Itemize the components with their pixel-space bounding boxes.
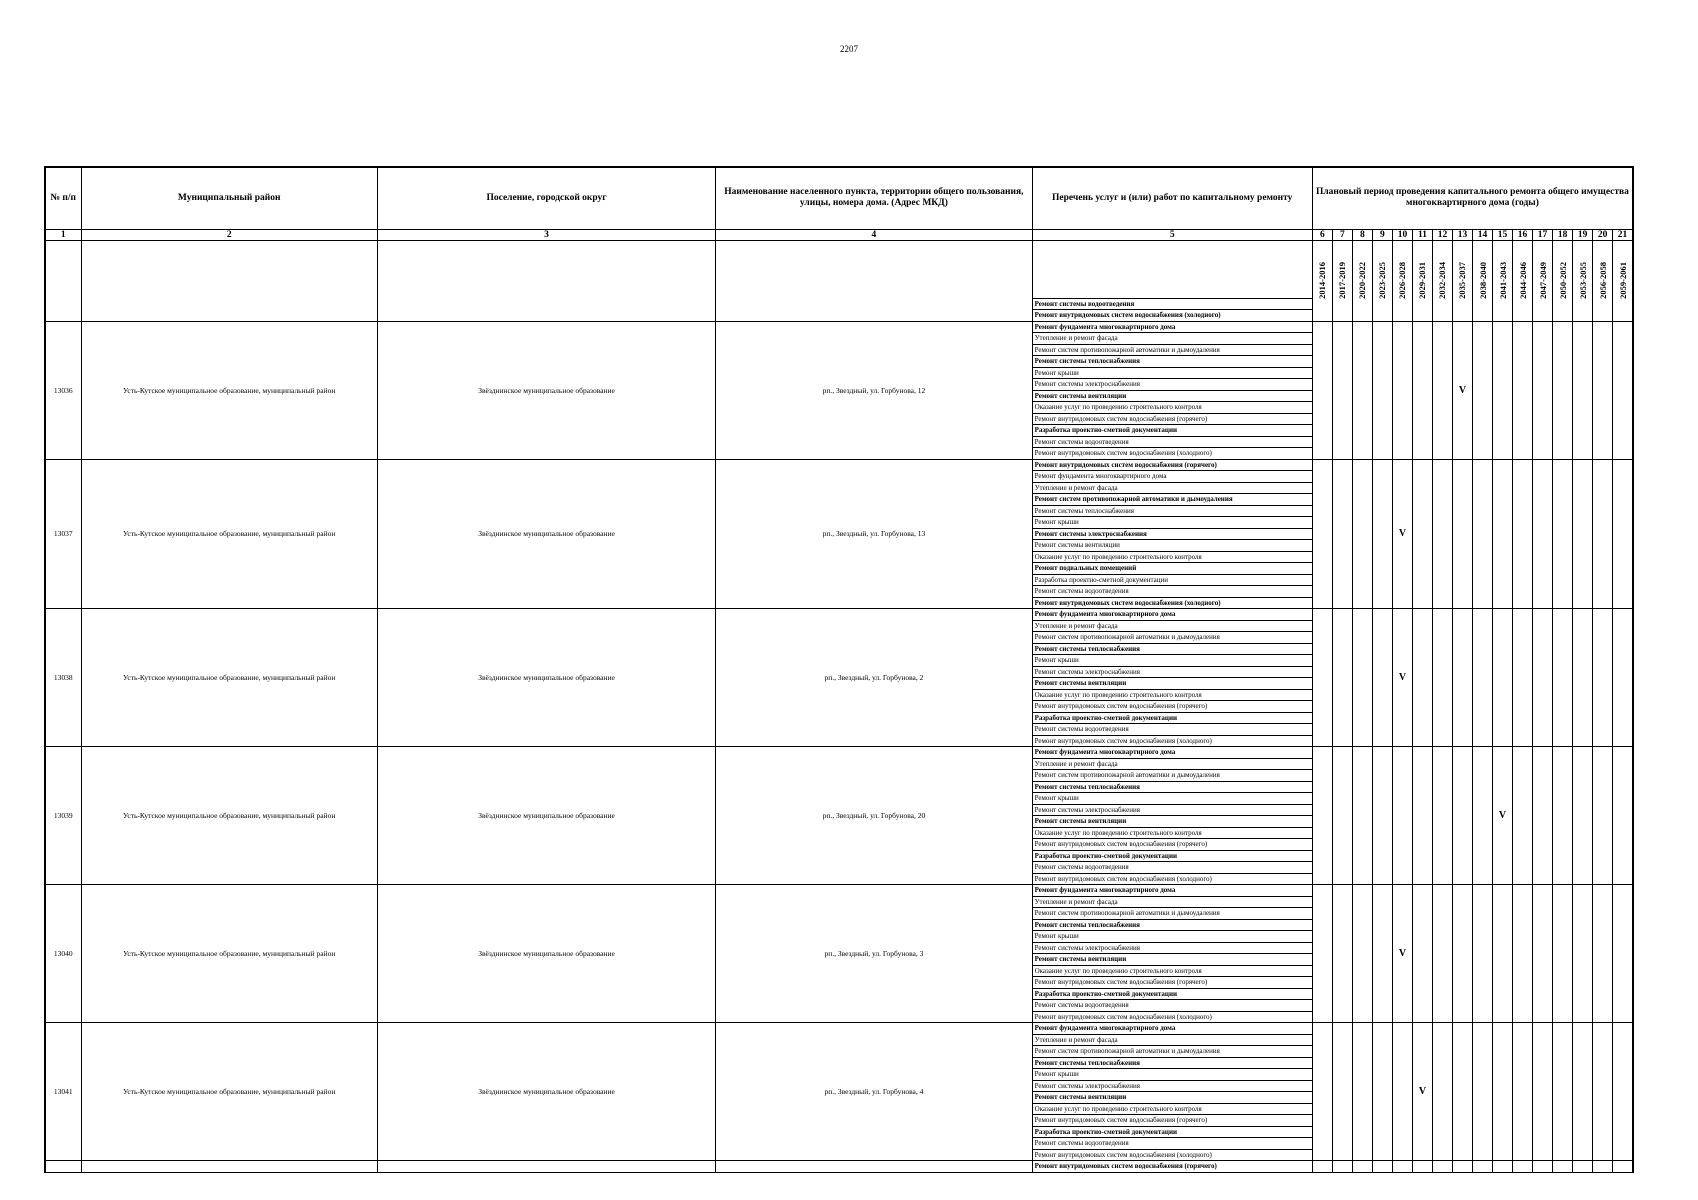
work-item: Ремонт системы электроснабжения xyxy=(1032,528,1312,540)
period-cell xyxy=(1452,609,1472,747)
work-item: Разработка проектно-сметной документации xyxy=(1032,850,1312,862)
work-item: Ремонт внутридомовых систем водоснабжения (холодного) xyxy=(1032,1011,1312,1023)
trailing-period-cell xyxy=(1533,1161,1553,1173)
period-cell xyxy=(1573,609,1593,747)
period-cell xyxy=(1473,609,1493,747)
period-cell xyxy=(1332,1023,1352,1161)
work-item: Ремонт системы теплоснабжения xyxy=(1032,505,1312,517)
period-cell xyxy=(1412,459,1432,609)
work-item: Ремонт фундамента многоквартирного дома xyxy=(1032,885,1312,897)
period-label-cell xyxy=(1332,240,1352,321)
record-address: рп., Звездный, ул. Горбунова, 20 xyxy=(716,747,1032,885)
trailing-period-cell xyxy=(1392,1161,1412,1173)
record-district: Усть-Кутское муниципальное образование, муниципальный район xyxy=(81,321,377,459)
period-label-cell xyxy=(1452,240,1472,321)
record-id: 13041 xyxy=(45,1023,81,1161)
record-district: Усть-Кутское муниципальное образование, муниципальный район xyxy=(81,747,377,885)
trailing-period-cell xyxy=(1412,1161,1432,1173)
record-settlement: Звёзднинское муниципальное образование xyxy=(377,609,715,747)
work-item: Ремонт внутридомовых систем водоснабжения (горячего) xyxy=(1032,459,1312,471)
period-cell xyxy=(1372,1023,1392,1161)
period-cell xyxy=(1593,885,1613,1023)
period-label-cell xyxy=(1573,240,1593,321)
period-cell xyxy=(1392,321,1412,459)
work-item: Ремонт фундамента многоквартирного дома xyxy=(1032,747,1312,759)
period-cell xyxy=(1352,885,1372,1023)
period-cell xyxy=(1593,747,1613,885)
period-cell xyxy=(1573,321,1593,459)
work-item: Ремонт системы водоотведения xyxy=(1032,586,1312,598)
period-cell xyxy=(1533,885,1553,1023)
period-cell xyxy=(1432,747,1452,885)
period-cell xyxy=(1432,1023,1452,1161)
record-row xyxy=(45,459,1633,471)
work-item: Ремонт внутридомовых систем водоснабжения (холодного) xyxy=(1032,873,1312,885)
work-item: Ремонт системы водоотведения xyxy=(1032,436,1312,448)
period-cell xyxy=(1432,609,1452,747)
work-item: Ремонт системы электроснабжения xyxy=(1032,379,1312,391)
period-label: 2053-2055 xyxy=(1577,262,1588,299)
period-cell xyxy=(1473,321,1493,459)
period-label: 2035-2037 xyxy=(1457,262,1468,299)
period-label: 2029-2031 xyxy=(1417,262,1428,299)
column-number: 4 xyxy=(716,229,1032,240)
period-cell xyxy=(1493,885,1513,1023)
record-settlement: Звёзднинское муниципальное образование xyxy=(377,1023,715,1161)
header-row xyxy=(45,167,1633,229)
trailing-period-cell xyxy=(1372,1161,1392,1173)
record-settlement: Звёзднинское муниципальное образование xyxy=(377,459,715,609)
work-item: Ремонт внутридомовых систем водоснабжения (горячего) xyxy=(1032,1115,1312,1127)
work-item: Ремонт системы электроснабжения xyxy=(1032,942,1312,954)
period-cell xyxy=(1473,747,1493,885)
period-cell xyxy=(1553,321,1573,459)
column-number: 19 xyxy=(1573,229,1593,240)
period-cell xyxy=(1553,1023,1573,1161)
period-cell: V xyxy=(1493,747,1513,885)
period-cell xyxy=(1332,321,1352,459)
period-cell xyxy=(1553,747,1573,885)
period-cell xyxy=(1452,459,1472,609)
work-item: Ремонт системы вентиляции xyxy=(1032,678,1312,690)
work-item: Оказание услуг по проведению строительного контроля xyxy=(1032,402,1312,414)
trailing-cell xyxy=(716,1161,1032,1173)
work-item: Ремонт системы электроснабжения xyxy=(1032,666,1312,678)
page-number: 2207 xyxy=(840,44,858,54)
period-cell xyxy=(1392,1023,1412,1161)
trailing-period-cell xyxy=(1493,1161,1513,1173)
period-cell xyxy=(1352,747,1372,885)
period-cell xyxy=(1473,459,1493,609)
work-item: Ремонт внутридомовых систем водоснабжения (горячего) xyxy=(1032,839,1312,851)
work-item: Ремонт внутридомовых систем водоснабжения (горячего) xyxy=(1032,701,1312,713)
period-cell xyxy=(1412,747,1432,885)
period-cell xyxy=(1533,321,1553,459)
period-cell xyxy=(1513,1023,1533,1161)
period-label-cell xyxy=(1352,240,1372,321)
work-item: Ремонт системы теплоснабжения xyxy=(1032,356,1312,368)
period-cell xyxy=(1432,885,1452,1023)
period-cell xyxy=(1613,885,1633,1023)
period-label: 2014-2016 xyxy=(1317,262,1328,299)
header-col1: № п/п xyxy=(45,167,81,229)
period-cell xyxy=(1593,459,1613,609)
period-cell xyxy=(1593,609,1613,747)
period-label: 2044-2046 xyxy=(1517,262,1528,299)
record-district: Усть-Кутское муниципальное образование, муниципальный район xyxy=(81,459,377,609)
work-item: Разработка проектно-сметной документации xyxy=(1032,988,1312,1000)
work-item: Ремонт внутридомовых систем водоснабжения (горячего) xyxy=(1032,977,1312,989)
work-item: Ремонт крыши xyxy=(1032,367,1312,379)
period-cell xyxy=(1432,321,1452,459)
period-cell xyxy=(1613,609,1633,747)
period-cell xyxy=(1352,609,1372,747)
record-address: рп., Звездный, ул. Горбунова, 4 xyxy=(716,1023,1032,1161)
work-item: Ремонт фундамента многоквартирного дома xyxy=(1032,321,1312,333)
work-item: Ремонт системы вентиляции xyxy=(1032,954,1312,966)
period-cell xyxy=(1493,609,1513,747)
capital-repair-table-sheet xyxy=(44,166,1634,1178)
work-item: Ремонт фундамента многоквартирного дома xyxy=(1032,471,1312,483)
period-label-cell xyxy=(1513,240,1533,321)
period-cell xyxy=(1513,459,1533,609)
work-item: Ремонт системы вентиляции xyxy=(1032,816,1312,828)
period-cell xyxy=(1573,747,1593,885)
record-row xyxy=(45,747,1633,759)
work-item: Оказание услуг по проведению строительного контроля xyxy=(1032,827,1312,839)
period-cell xyxy=(1613,1023,1633,1161)
column-number: 6 xyxy=(1312,229,1332,240)
record-row xyxy=(45,321,1633,333)
header-col3: Поселение, городской округ xyxy=(377,167,715,229)
record-settlement: Звёзднинское муниципальное образование xyxy=(377,747,715,885)
period-cell xyxy=(1573,459,1593,609)
period-cell xyxy=(1332,747,1352,885)
record-district: Усть-Кутское муниципальное образование, муниципальный район xyxy=(81,609,377,747)
period-cell xyxy=(1412,885,1432,1023)
period-cell xyxy=(1513,885,1533,1023)
header-period: Плановый период проведения капитального ремонта общего имущества многоквартирного дома (годы) xyxy=(1312,167,1633,229)
period-cell xyxy=(1493,459,1513,609)
header-col2: Муниципальный район xyxy=(81,167,377,229)
work-item: Оказание услуг по проведению строительного контроля xyxy=(1032,965,1312,977)
trailing-period-cell xyxy=(1573,1161,1593,1173)
work-item: Ремонт внутридомовых систем водоснабжения (горячего) xyxy=(1032,1161,1312,1173)
period-cell xyxy=(1452,1023,1472,1161)
period-label-cell xyxy=(1432,240,1452,321)
period-cell xyxy=(1452,885,1472,1023)
column-number: 15 xyxy=(1493,229,1513,240)
work-item: Ремонт системы водоотведения xyxy=(1032,724,1312,736)
record-address: рп., Звездный, ул. Горбунова, 13 xyxy=(716,459,1032,609)
work-item: Ремонт системы водоотведения xyxy=(1032,298,1312,310)
period-cell xyxy=(1533,609,1553,747)
column-number: 17 xyxy=(1533,229,1553,240)
column-number: 10 xyxy=(1392,229,1412,240)
period-cell xyxy=(1432,459,1452,609)
work-item: Ремонт внутридомовых систем водоснабжения (холодного) xyxy=(1032,735,1312,747)
period-cell xyxy=(1392,747,1412,885)
record-id: 13036 xyxy=(45,321,81,459)
period-cell xyxy=(1412,321,1432,459)
continuation-work-spacer xyxy=(1032,240,1312,298)
work-item: Ремонт системы теплоснабжения xyxy=(1032,1057,1312,1069)
period-cell xyxy=(1332,609,1352,747)
trailing-period-cell xyxy=(1553,1161,1573,1173)
work-item: Ремонт системы водоотведения xyxy=(1032,1000,1312,1012)
work-item: Ремонт систем противопожарной автоматики и дымоудаления xyxy=(1032,770,1312,782)
period-cell xyxy=(1372,747,1392,885)
period-label: 2047-2049 xyxy=(1537,262,1548,299)
period-label: 2038-2040 xyxy=(1477,262,1488,299)
work-item: Ремонт внутридомовых систем водоснабжения (холодного) xyxy=(1032,597,1312,609)
trailing-period-cell xyxy=(1452,1161,1472,1173)
record-id: 13039 xyxy=(45,747,81,885)
work-item: Утепление и ремонт фасада xyxy=(1032,896,1312,908)
capital-repair-table xyxy=(44,166,1634,1173)
period-cell xyxy=(1553,459,1573,609)
period-cell xyxy=(1412,609,1432,747)
trailing-cell xyxy=(45,1161,81,1173)
period-label-cell xyxy=(1613,240,1633,321)
record-address: рп., Звездный, ул. Горбунова, 2 xyxy=(716,609,1032,747)
continuation-cell xyxy=(377,240,715,321)
record-address: рп., Звездный, ул. Горбунова, 12 xyxy=(716,321,1032,459)
period-label-cell xyxy=(1493,240,1513,321)
column-number: 18 xyxy=(1553,229,1573,240)
column-number: 1 xyxy=(45,229,81,240)
work-item: Ремонт крыши xyxy=(1032,1069,1312,1081)
work-item: Ремонт системы теплоснабжения xyxy=(1032,919,1312,931)
work-item: Ремонт внутридомовых систем водоснабжения (холодного) xyxy=(1032,448,1312,460)
period-cell xyxy=(1613,321,1633,459)
period-cell xyxy=(1312,747,1332,885)
trailing-period-cell xyxy=(1332,1161,1352,1173)
trailing-row xyxy=(45,1161,1633,1173)
period-cell xyxy=(1613,459,1633,609)
record-id: 13038 xyxy=(45,609,81,747)
work-item: Разработка проектно-сметной документации xyxy=(1032,1126,1312,1138)
work-item: Ремонт системы вентиляции xyxy=(1032,1092,1312,1104)
work-item: Ремонт систем противопожарной автоматики и дымоудаления xyxy=(1032,1046,1312,1058)
record-row xyxy=(45,885,1633,897)
period-label-cell xyxy=(1553,240,1573,321)
trailing-period-cell xyxy=(1513,1161,1533,1173)
column-number: 13 xyxy=(1452,229,1472,240)
continuation-cell xyxy=(716,240,1032,321)
period-label-cell xyxy=(1593,240,1613,321)
work-item: Утепление и ремонт фасада xyxy=(1032,620,1312,632)
work-item: Ремонт систем противопожарной автоматики и дымоудаления xyxy=(1032,344,1312,356)
work-item: Ремонт внутридомовых систем водоснабжения (холодного) xyxy=(1032,310,1312,322)
record-district: Усть-Кутское муниципальное образование, муниципальный район xyxy=(81,1023,377,1161)
work-item: Ремонт фундамента многоквартирного дома xyxy=(1032,1023,1312,1035)
work-item: Утепление и ремонт фасада xyxy=(1032,758,1312,770)
header-col4: Наименование населенного пункта, территории общего пользования, улицы, номера дома. (Адрес МКД) xyxy=(716,167,1032,229)
period-cell xyxy=(1372,885,1392,1023)
period-label: 2041-2043 xyxy=(1497,262,1508,299)
continuation-cell xyxy=(81,240,377,321)
work-item: Ремонт систем противопожарной автоматики и дымоудаления xyxy=(1032,908,1312,920)
record-settlement: Звёзднинское муниципальное образование xyxy=(377,321,715,459)
record-id: 13040 xyxy=(45,885,81,1023)
period-label-cell xyxy=(1533,240,1553,321)
work-item: Ремонт системы теплоснабжения xyxy=(1032,781,1312,793)
period-cell: V xyxy=(1412,1023,1432,1161)
period-cell xyxy=(1533,1023,1553,1161)
period-label-cell xyxy=(1372,240,1392,321)
work-item: Оказание услуг по проведению строительного контроля xyxy=(1032,551,1312,563)
trailing-period-cell xyxy=(1352,1161,1372,1173)
period-cell xyxy=(1352,321,1372,459)
work-item: Ремонт системы электроснабжения xyxy=(1032,804,1312,816)
period-cell xyxy=(1593,1023,1613,1161)
column-number: 12 xyxy=(1432,229,1452,240)
period-label: 2050-2052 xyxy=(1557,262,1568,299)
work-item: Ремонт крыши xyxy=(1032,793,1312,805)
column-number: 7 xyxy=(1332,229,1352,240)
continuation-cell xyxy=(45,240,81,321)
period-cell xyxy=(1312,321,1332,459)
period-cell xyxy=(1452,747,1472,885)
period-label: 2017-2019 xyxy=(1337,262,1348,299)
trailing-period-cell xyxy=(1312,1161,1332,1173)
period-cell xyxy=(1312,1023,1332,1161)
work-item: Ремонт системы водоотведения xyxy=(1032,862,1312,874)
period-label: 2032-2034 xyxy=(1437,262,1448,299)
period-cell xyxy=(1593,321,1613,459)
record-settlement: Звёзднинское муниципальное образование xyxy=(377,885,715,1023)
work-item: Ремонт систем противопожарной автоматики и дымоудаления xyxy=(1032,632,1312,644)
period-label: 2020-2022 xyxy=(1357,262,1368,299)
period-cell xyxy=(1312,459,1332,609)
work-item: Ремонт подвальных помещений xyxy=(1032,563,1312,575)
work-item: Утепление и ремонт фасада xyxy=(1032,482,1312,494)
column-number: 9 xyxy=(1372,229,1392,240)
period-cell xyxy=(1513,747,1533,885)
period-label: 2059-2061 xyxy=(1617,262,1628,299)
period-cell: V xyxy=(1392,885,1412,1023)
period-cell xyxy=(1332,459,1352,609)
work-item: Разработка проектно-сметной документации xyxy=(1032,425,1312,437)
work-item: Ремонт системы теплоснабжения xyxy=(1032,643,1312,655)
period-cell xyxy=(1312,609,1332,747)
work-item: Ремонт систем противопожарной автоматики и дымоудаления xyxy=(1032,494,1312,506)
work-item: Ремонт системы вентиляции xyxy=(1032,390,1312,402)
column-number: 21 xyxy=(1613,229,1633,240)
column-number: 20 xyxy=(1593,229,1613,240)
period-cell: V xyxy=(1392,609,1412,747)
column-number-row xyxy=(45,229,1633,240)
period-label-cell xyxy=(1312,240,1332,321)
period-label-cell xyxy=(1473,240,1493,321)
column-number: 16 xyxy=(1513,229,1533,240)
trailing-cell xyxy=(377,1161,715,1173)
record-row xyxy=(45,609,1633,621)
work-item: Ремонт системы электроснабжения xyxy=(1032,1080,1312,1092)
work-item: Ремонт крыши xyxy=(1032,931,1312,943)
period-cell xyxy=(1613,747,1633,885)
period-cell: V xyxy=(1392,459,1412,609)
column-number: 11 xyxy=(1412,229,1432,240)
record-row xyxy=(45,1023,1633,1035)
period-cell xyxy=(1473,885,1493,1023)
period-cell xyxy=(1573,1023,1593,1161)
record-address: рп., Звездный, ул. Горбунова, 3 xyxy=(716,885,1032,1023)
work-item: Ремонт внутридомовых систем водоснабжения (горячего) xyxy=(1032,413,1312,425)
period-cell xyxy=(1372,609,1392,747)
column-number: 8 xyxy=(1352,229,1372,240)
period-label: 2056-2058 xyxy=(1597,262,1608,299)
period-cell xyxy=(1513,321,1533,459)
column-number: 14 xyxy=(1473,229,1493,240)
period-cell xyxy=(1372,459,1392,609)
work-item: Разработка проектно-сметной документации xyxy=(1032,574,1312,586)
work-item: Утепление и ремонт фасада xyxy=(1032,333,1312,345)
record-id: 13037 xyxy=(45,459,81,609)
period-cell xyxy=(1553,609,1573,747)
period-cell xyxy=(1553,885,1573,1023)
period-cell: V xyxy=(1452,321,1472,459)
period-cell xyxy=(1533,747,1553,885)
work-item: Оказание услуг по проведению строительного контроля xyxy=(1032,1103,1312,1115)
period-cell xyxy=(1573,885,1593,1023)
period-cell xyxy=(1493,1023,1513,1161)
trailing-period-cell xyxy=(1473,1161,1493,1173)
period-cell xyxy=(1352,1023,1372,1161)
work-item: Ремонт крыши xyxy=(1032,655,1312,667)
period-cell xyxy=(1513,609,1533,747)
work-item: Ремонт внутридомовых систем водоснабжения (холодного) xyxy=(1032,1149,1312,1161)
trailing-period-cell xyxy=(1593,1161,1613,1173)
trailing-period-cell xyxy=(1613,1161,1633,1173)
period-label: 2023-2025 xyxy=(1377,262,1388,299)
period-cell xyxy=(1352,459,1372,609)
period-label: 2026-2028 xyxy=(1397,262,1408,299)
period-cell xyxy=(1533,459,1553,609)
work-item: Оказание услуг по проведению строительного контроля xyxy=(1032,689,1312,701)
column-number: 5 xyxy=(1032,229,1312,240)
period-cell xyxy=(1372,321,1392,459)
trailing-cell xyxy=(81,1161,377,1173)
column-number: 3 xyxy=(377,229,715,240)
period-cell xyxy=(1312,885,1332,1023)
header-col5: Перечень услуг и (или) работ по капитальному ремонту xyxy=(1032,167,1312,229)
column-number: 2 xyxy=(81,229,377,240)
period-label-cell xyxy=(1412,240,1432,321)
work-item: Ремонт крыши xyxy=(1032,517,1312,529)
period-labels-row xyxy=(45,240,1633,298)
record-district: Усть-Кутское муниципальное образование, муниципальный район xyxy=(81,885,377,1023)
period-cell xyxy=(1473,1023,1493,1161)
work-item: Утепление и ремонт фасада xyxy=(1032,1034,1312,1046)
trailing-period-cell xyxy=(1432,1161,1452,1173)
work-item: Ремонт системы вентиляции xyxy=(1032,540,1312,552)
period-cell xyxy=(1493,321,1513,459)
work-item: Разработка проектно-сметной документации xyxy=(1032,712,1312,724)
period-cell xyxy=(1332,885,1352,1023)
period-label-cell xyxy=(1392,240,1412,321)
work-item: Ремонт фундамента многоквартирного дома xyxy=(1032,609,1312,621)
work-item: Ремонт системы водоотведения xyxy=(1032,1138,1312,1150)
